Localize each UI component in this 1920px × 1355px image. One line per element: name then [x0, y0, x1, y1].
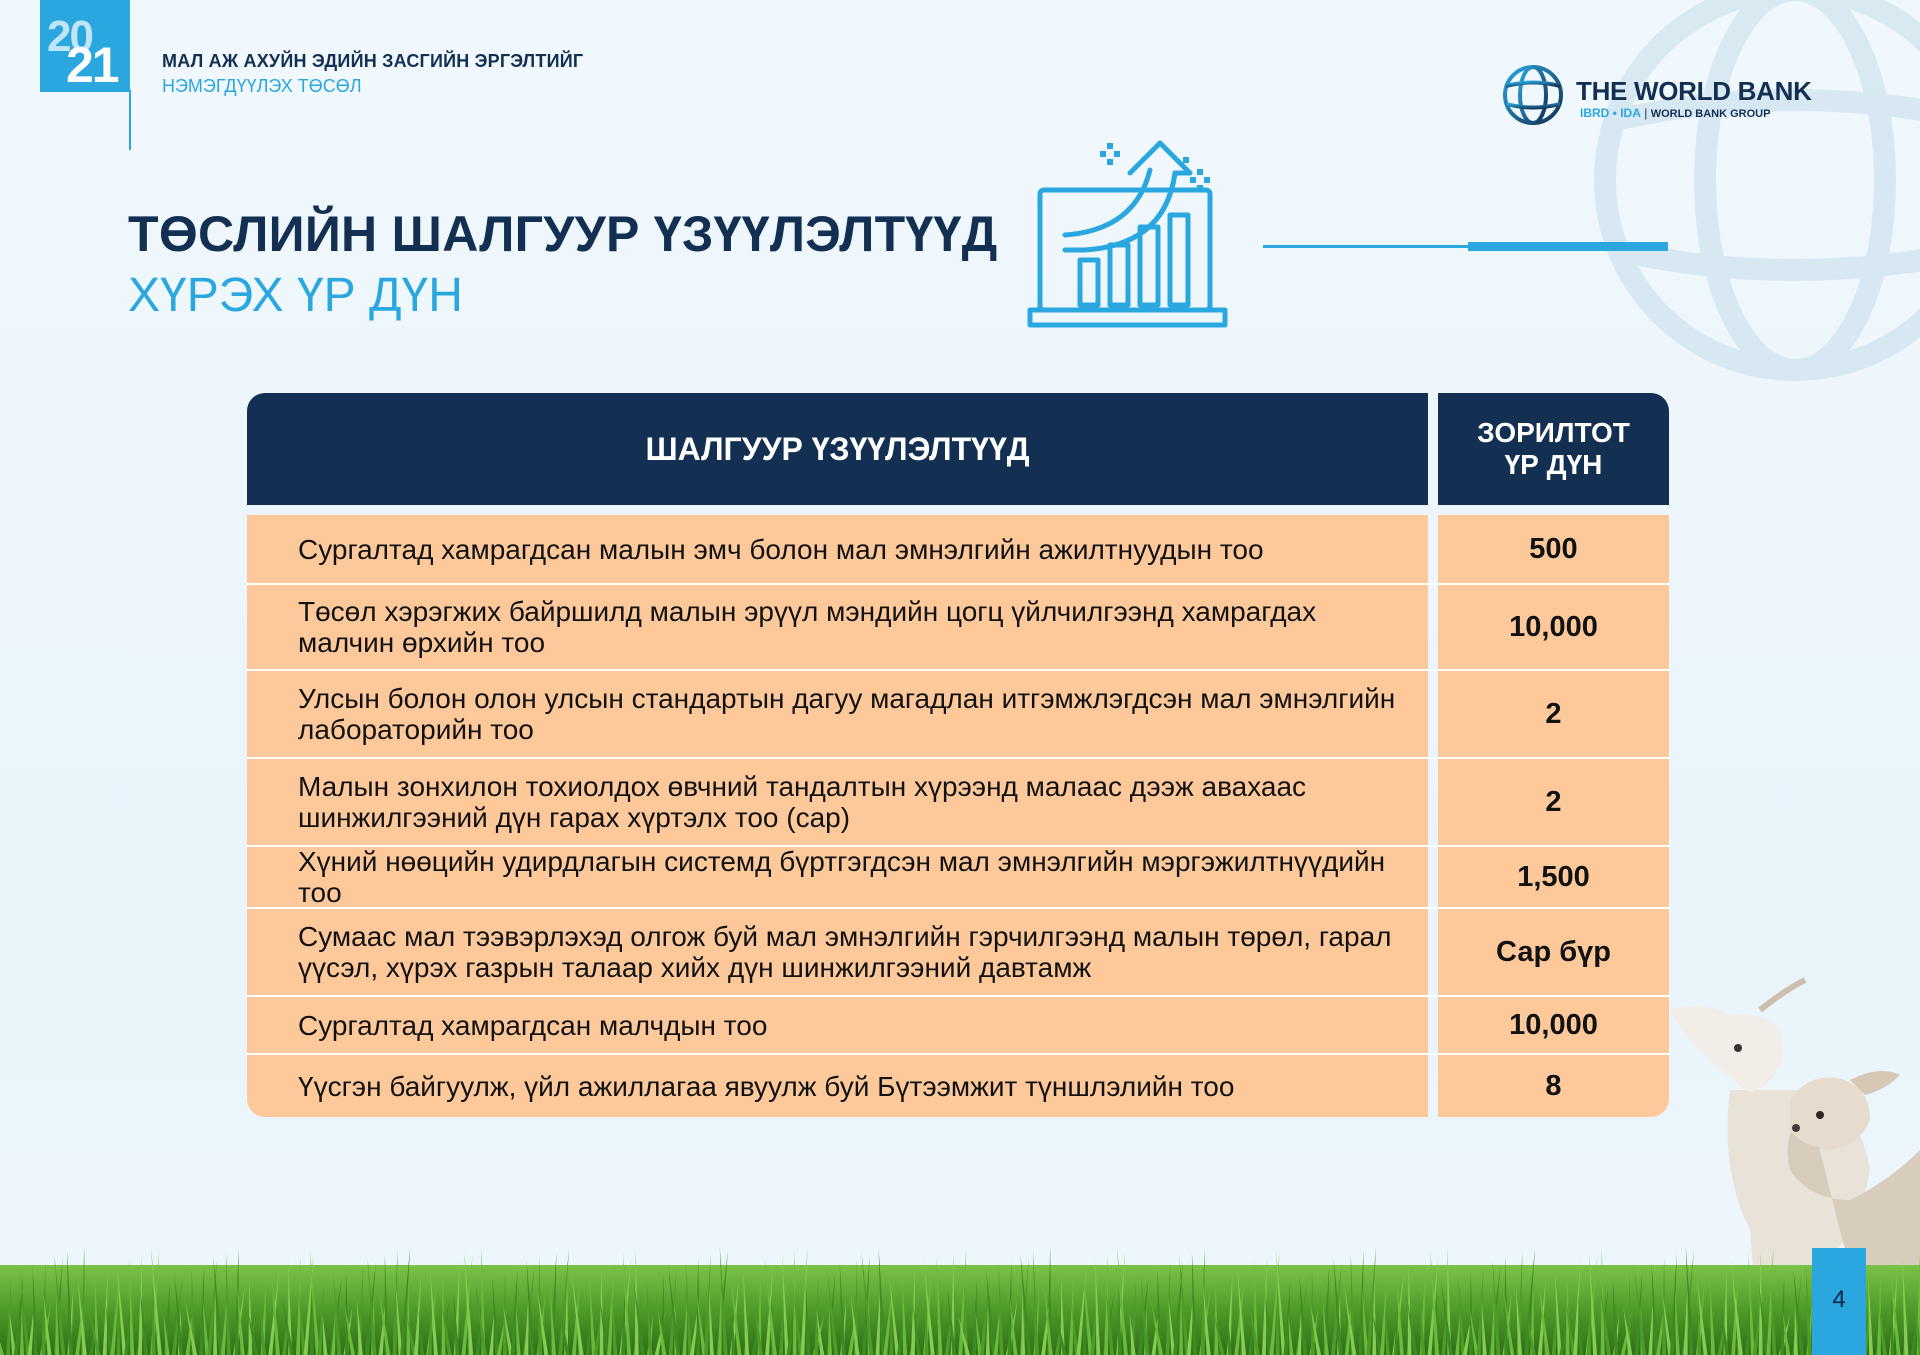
- target-cell: 2: [1438, 671, 1669, 757]
- project-title: МАЛ АЖ АХУЙН ЭДИЙН ЗАСГИЙН ЭРГЭЛТИЙГ: [162, 51, 584, 71]
- target-cell: 10,000: [1438, 997, 1669, 1053]
- table-row: [247, 671, 1669, 759]
- world-bank-separator: |: [1644, 106, 1648, 120]
- target-cell: Сар бүр: [1438, 909, 1669, 995]
- header-indicators: ШАЛГУУР ҮЗҮҮЛЭЛТҮҮД: [247, 393, 1428, 505]
- header-target-line2: ҮР ДҮН: [1504, 449, 1603, 480]
- table-header: [247, 393, 1669, 505]
- target-cell: 1,500: [1438, 847, 1669, 907]
- target-cell: 500: [1438, 515, 1669, 583]
- indicator-cell: Төсөл хэрэгжих байршилд малын эрүүл мэндийн цогц үйлчилгээнд хамрагдах малчин өрхийн тоо: [247, 585, 1428, 669]
- target-cell: 8: [1438, 1055, 1669, 1117]
- growth-chart-icon: [1025, 135, 1230, 340]
- world-bank-name: THE WORLD BANK: [1576, 76, 1812, 106]
- accent-line-thin: [1263, 245, 1468, 248]
- page-number-box: [1812, 1248, 1866, 1355]
- year-top: 20: [47, 12, 92, 61]
- page-title: ТӨСЛИЙН ШАЛГУУР ҮЗҮҮЛЭЛТҮҮД: [128, 206, 998, 262]
- world-bank-ibrd: IBRD • IDA: [1580, 106, 1641, 120]
- table-row: [247, 585, 1669, 671]
- project-subtitle: НЭМЭГДҮҮЛЭХ ТӨСӨЛ: [162, 76, 362, 96]
- page-number: 4: [1832, 1286, 1846, 1313]
- grass-illustration: [0, 1195, 1920, 1355]
- page-subtitle: ХҮРЭХ ҮР ДҮН: [128, 269, 463, 322]
- accent-line-thick: [1468, 242, 1668, 251]
- indicator-cell: Малын зонхилон тохиолдох өвчний тандалтын хүрээнд малаас дээж авахаас шинжилгээний дүн гарах хүртэлх тоо (сар): [247, 759, 1428, 845]
- world-bank-globe-icon: [1500, 62, 1566, 128]
- table-row: [247, 997, 1669, 1055]
- indicator-cell: Сумаас мал тээвэрлэхэд олгож буй мал эмнэлгийн гэрчилгээнд малын төрөл, гарал үүсэл, хүрэх газрын талаар хийх дүн шинжилгээний давтамж: [247, 909, 1428, 995]
- world-bank-subline: [1580, 106, 1770, 120]
- indicator-cell: Хүний нөөцийн удирдлагын системд бүртгэгдсэн мал эмнэлгийн мэргэжилтнүүдийн тоо: [247, 847, 1428, 907]
- year-bottom: 21: [66, 37, 118, 93]
- target-cell: 10,000: [1438, 585, 1669, 669]
- header-target-line1: ЗОРИЛТОТ: [1477, 417, 1630, 448]
- table-row: [247, 759, 1669, 847]
- table-row: [247, 909, 1669, 997]
- table-row: [247, 1055, 1669, 1117]
- indicator-cell: Сургалтад хамрагдсан малчдын тоо: [247, 997, 1428, 1053]
- year-badge: [40, 0, 130, 92]
- indicator-cell: Сургалтад хамрагдсан малын эмч болон мал эмнэлгийн ажилтнуудын тоо: [247, 515, 1428, 583]
- table-row: [247, 847, 1669, 909]
- indicator-cell: Үүсгэн байгуулж, үйл ажиллагаа явуулж буй Бүтээмжит түншлэлийн тоо: [247, 1055, 1428, 1117]
- indicator-cell: Улсын болон олон улсын стандартын дагуу магадлан итгэмжлэгдсэн мал эмнэлгийн лабораторийн тоо: [247, 671, 1428, 757]
- world-bank-group: WORLD BANK GROUP: [1650, 108, 1771, 120]
- header-target: [1438, 393, 1669, 505]
- target-cell: 2: [1438, 759, 1669, 845]
- year-divider: [129, 90, 131, 150]
- table-row: [247, 515, 1669, 585]
- indicators-table: [247, 393, 1669, 1117]
- world-bank-logo: [1500, 60, 1830, 130]
- table-body: [247, 515, 1669, 1117]
